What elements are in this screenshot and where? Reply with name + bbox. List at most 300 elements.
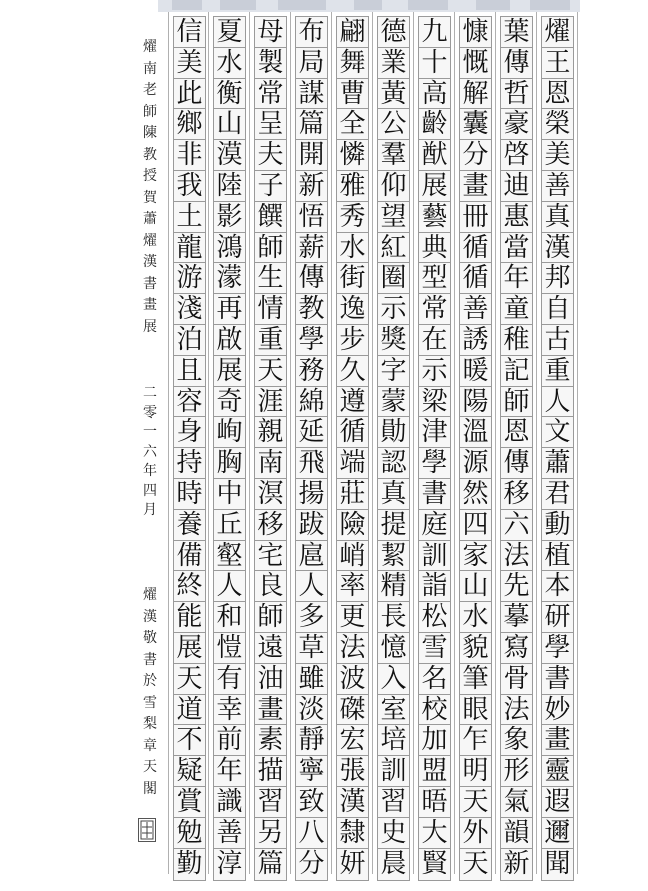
poem-character: 幸: [213, 694, 246, 727]
poem-character: 王: [541, 47, 574, 80]
inscription-character: 漢: [143, 608, 157, 625]
poem-character: 冊: [459, 201, 492, 234]
poem-character: 象: [500, 724, 533, 757]
poem-column: [332, 12, 373, 879]
poem-character: 訓: [418, 540, 451, 573]
poem-character: 雖: [295, 663, 328, 696]
poem-character: 在: [418, 324, 451, 357]
poem-character: 入: [377, 663, 410, 696]
poem-character: 溟: [254, 478, 287, 511]
poem-character: 傳: [500, 47, 533, 80]
poem-character: 濛: [213, 262, 246, 295]
poem-character: 學: [541, 632, 574, 665]
poem-character: 此: [173, 78, 206, 111]
poem-character: 遵: [336, 386, 369, 419]
poem-character: 信: [173, 16, 206, 49]
poem-character: 有: [213, 663, 246, 696]
poem-column: [414, 12, 455, 879]
poem-character: 游: [173, 262, 206, 295]
poem-character: 美: [541, 139, 574, 172]
poem-character: 黃: [377, 78, 410, 111]
poem-character: 秀: [336, 201, 369, 234]
poem-character: 夏: [213, 16, 246, 49]
poem-character: 子: [254, 170, 287, 203]
poem-character: 乍: [459, 724, 492, 757]
poem-character: 更: [336, 601, 369, 634]
poem-character: 君: [541, 478, 574, 511]
poem-character: 燿: [541, 16, 574, 49]
poem-character: 羣: [377, 139, 410, 172]
poem-character: 晨: [377, 848, 410, 881]
poem-character: 長: [377, 601, 410, 634]
poem-character: 公: [377, 108, 410, 141]
poem-grid: [168, 12, 578, 879]
poem-character: 精: [377, 570, 410, 603]
inscription-character: 老: [143, 82, 157, 98]
poem-character: 賞: [173, 786, 206, 819]
poem-character: 胸: [213, 447, 246, 480]
poem-character: 八: [295, 817, 328, 850]
poem-character: 淡: [295, 694, 328, 727]
poem-column: [537, 12, 578, 879]
inscription-character: 閣: [143, 780, 157, 797]
poem-character: 邇: [541, 817, 574, 850]
poem-character: 致: [295, 786, 328, 819]
poem-character: 磔: [336, 694, 369, 727]
inscription-character: 展: [143, 318, 157, 335]
poem-character: 時: [173, 478, 206, 511]
poem-character: 舞: [336, 47, 369, 80]
inscription-character: 蕭: [143, 211, 157, 227]
poem-column: [250, 12, 291, 879]
poem-character: 六: [500, 509, 533, 542]
poem-character: 生: [254, 262, 287, 295]
poem-character: 藝: [418, 201, 451, 234]
poem-character: 眼: [459, 694, 492, 727]
poem-character: 四: [459, 509, 492, 542]
poem-character: 雪: [418, 632, 451, 665]
inscription-character: 賀: [143, 189, 157, 206]
inscription-character: 燿: [143, 39, 157, 55]
poem-character: 文: [541, 416, 574, 449]
poem-character: 圈: [377, 262, 410, 295]
poem-character: 身: [173, 416, 206, 449]
inscription-character: 二: [143, 385, 157, 401]
poem-character: 習: [254, 786, 287, 819]
poem-character: 另: [254, 817, 287, 850]
poem-character: 邦: [541, 262, 574, 295]
poem-character: 氣: [500, 786, 533, 819]
poem-character: 篇: [254, 848, 287, 881]
inscription-character: 年: [143, 463, 157, 479]
poem-character: 史: [377, 817, 410, 850]
poem-character: 當: [500, 232, 533, 265]
poem-character: 慷: [459, 16, 492, 49]
poem-character: 險: [336, 509, 369, 542]
inscription-character: 月: [143, 502, 157, 518]
poem-character: 壑: [213, 540, 246, 573]
poem-character: 奇: [213, 386, 246, 419]
poem-character: 善: [541, 170, 574, 203]
poem-character: 素: [254, 724, 287, 757]
poem-character: 開: [295, 139, 328, 172]
poem-character: 典: [418, 232, 451, 265]
poem-character: 備: [173, 540, 206, 573]
poem-character: 詣: [418, 570, 451, 603]
poem-character: 跋: [295, 509, 328, 542]
poem-character: 陽: [459, 386, 492, 419]
poem-character: 翩: [336, 16, 369, 49]
poem-character: 循: [459, 232, 492, 265]
poem-character: 業: [377, 47, 410, 80]
poem-character: 靈: [541, 755, 574, 788]
poem-character: 天: [173, 663, 206, 696]
inscription-character: 章: [143, 737, 157, 754]
inscription-character: 書: [143, 651, 157, 668]
poem-character: 展: [173, 632, 206, 665]
poem-character: 哲: [500, 78, 533, 111]
poem-character: 衡: [213, 78, 246, 111]
poem-character: 童: [500, 293, 533, 326]
poem-character: 南: [254, 447, 287, 480]
poem-character: 教: [295, 293, 328, 326]
poem-character: 外: [459, 817, 492, 850]
poem-character: 製: [254, 47, 287, 80]
poem-character: 十: [418, 47, 451, 80]
poem-character: 示: [418, 355, 451, 388]
poem-character: 容: [173, 386, 206, 419]
poem-character: 波: [336, 663, 369, 696]
poem-character: 陸: [213, 170, 246, 203]
poem-character: 綿: [295, 386, 328, 419]
poem-character: 移: [500, 478, 533, 511]
poem-character: 油: [254, 663, 287, 696]
poem-character: 誘: [459, 324, 492, 357]
poem-character: 水: [459, 601, 492, 634]
poem-character: 家: [459, 540, 492, 573]
poem-character: 盟: [418, 755, 451, 788]
poem-character: 再: [213, 293, 246, 326]
poem-column: [291, 12, 332, 879]
poem-character: 晤: [418, 786, 451, 819]
poem-character: 飛: [295, 447, 328, 480]
poem-character: 山: [459, 570, 492, 603]
poem-character: 妍: [336, 848, 369, 881]
poem-character: 絜: [377, 540, 410, 573]
poem-character: 峋: [213, 416, 246, 449]
poem-character: 遠: [254, 632, 287, 665]
poem-character: 惠: [500, 201, 533, 234]
poem-character: 張: [336, 755, 369, 788]
poem-character: 揚: [295, 478, 328, 511]
poem-character: 字: [377, 355, 410, 388]
inscription-character: 書: [143, 275, 157, 292]
poem-character: 提: [377, 509, 410, 542]
poem-character: 明: [459, 755, 492, 788]
poem-character: 峭: [336, 540, 369, 573]
poem-character: 雅: [336, 170, 369, 203]
inscription-character: 教: [143, 146, 157, 163]
poem-character: 解: [459, 78, 492, 111]
inscription-character: 敬: [143, 630, 157, 646]
poem-character: 摹: [500, 601, 533, 634]
poem-character: 望: [377, 201, 410, 234]
poem-character: 骨: [500, 663, 533, 696]
poem-character: 道: [173, 694, 206, 727]
poem-character: 展: [213, 355, 246, 388]
poem-character: 獎: [377, 324, 410, 357]
poem-character: 畫: [254, 694, 287, 727]
poem-character: 養: [173, 509, 206, 542]
poem-character: 認: [377, 447, 410, 480]
poem-character: 恩: [541, 78, 574, 111]
poem-character: 土: [173, 201, 206, 234]
inscription-character: 天: [143, 759, 157, 775]
poem-character: 篇: [295, 108, 328, 141]
poem-character: 寫: [500, 632, 533, 665]
poem-character: 稚: [500, 324, 533, 357]
poem-character: 莊: [336, 478, 369, 511]
poem-character: 宏: [336, 724, 369, 757]
poem-character: 研: [541, 601, 574, 634]
poem-character: 書: [541, 663, 574, 696]
poem-character: 學: [295, 324, 328, 357]
poem-character: 畫: [541, 724, 574, 757]
poem-character: 形: [500, 755, 533, 788]
poem-character: 賢: [418, 848, 451, 881]
poem-character: 隸: [336, 817, 369, 850]
poem-character: 蒙: [377, 386, 410, 419]
poem-character: 人: [295, 570, 328, 603]
inscription-character: 陳: [143, 125, 157, 141]
poem-character: 局: [295, 47, 328, 80]
poem-character: 法: [500, 694, 533, 727]
poem-character: 水: [213, 47, 246, 80]
poem-character: 法: [336, 632, 369, 665]
poem-character: 多: [295, 601, 328, 634]
scan-top-band: [158, 0, 580, 12]
poem-character: 訓: [377, 755, 410, 788]
poem-character: 循: [459, 262, 492, 295]
poem-character: 習: [377, 786, 410, 819]
poem-character: 紅: [377, 232, 410, 265]
poem-character: 九: [418, 16, 451, 49]
poem-character: 漠: [213, 139, 246, 172]
poem-character: 溫: [459, 416, 492, 449]
poem-character: 愷: [213, 632, 246, 665]
poem-character: 傳: [295, 262, 328, 295]
poem-character: 呈: [254, 108, 287, 141]
poem-character: 動: [541, 509, 574, 542]
poem-character: 影: [213, 201, 246, 234]
poem-character: 法: [500, 540, 533, 573]
poem-character: 梁: [418, 386, 451, 419]
poem-character: 聞: [541, 848, 574, 881]
poem-character: 淳: [213, 848, 246, 881]
poem-character: 勉: [173, 817, 206, 850]
poem-character: 丘: [213, 509, 246, 542]
poem-character: 蕭: [541, 447, 574, 480]
poem-character: 書: [418, 478, 451, 511]
poem-character: 移: [254, 509, 287, 542]
poem-character: 和: [213, 601, 246, 634]
poem-character: 美: [173, 47, 206, 80]
poem-character: 泊: [173, 324, 206, 357]
poem-character: 饌: [254, 201, 287, 234]
poem-character: 漢: [336, 786, 369, 819]
poem-character: 天: [254, 355, 287, 388]
poem-character: 真: [541, 201, 574, 234]
poem-character: 迪: [500, 170, 533, 203]
poem-column: [168, 12, 209, 879]
poem-character: 津: [418, 416, 451, 449]
poem-character: 漢: [541, 232, 574, 265]
poem-character: 學: [418, 447, 451, 480]
poem-character: 非: [173, 139, 206, 172]
poem-character: 草: [295, 632, 328, 665]
poem-character: 務: [295, 355, 328, 388]
poem-character: 善: [213, 817, 246, 850]
poem-character: 情: [254, 293, 287, 326]
poem-character: 善: [459, 293, 492, 326]
inscription-character: 燿: [143, 587, 157, 603]
poem-character: 常: [254, 78, 287, 111]
poem-character: 慨: [459, 47, 492, 80]
poem-character: 名: [418, 663, 451, 696]
poem-character: 我: [173, 170, 206, 203]
inscription-character: 漢: [143, 254, 157, 270]
inscription-column: [140, 38, 160, 808]
poem-character: 庭: [418, 509, 451, 542]
poem-character: 能: [173, 601, 206, 634]
poem-character: 囊: [459, 108, 492, 141]
poem-character: 示: [377, 293, 410, 326]
inscription-character: 雪: [143, 694, 157, 711]
poem-character: 端: [336, 447, 369, 480]
poem-character: 先: [500, 570, 533, 603]
poem-character: 貌: [459, 632, 492, 665]
poem-character: 母: [254, 16, 287, 49]
poem-character: 植: [541, 540, 574, 573]
poem-character: 天: [459, 848, 492, 881]
poem-character: 重: [541, 355, 574, 388]
poem-character: 終: [173, 570, 206, 603]
poem-character: 謀: [295, 78, 328, 111]
poem-character: 暖: [459, 355, 492, 388]
poem-character: 步: [336, 324, 369, 357]
poem-character: 全: [336, 108, 369, 141]
poem-character: 松: [418, 601, 451, 634]
poem-character: 街: [336, 262, 369, 295]
poem-character: 勤: [173, 848, 206, 881]
poem-character: 齡: [418, 108, 451, 141]
poem-character: 扈: [295, 540, 328, 573]
poem-character: 夫: [254, 139, 287, 172]
poem-character: 重: [254, 324, 287, 357]
poem-character: 自: [541, 293, 574, 326]
poem-character: 啓: [500, 139, 533, 172]
poem-character: 仰: [377, 170, 410, 203]
poem-character: 培: [377, 724, 410, 757]
poem-column: [496, 12, 537, 879]
poem-character: 鴻: [213, 232, 246, 265]
poem-character: 親: [254, 416, 287, 449]
poem-column: [209, 12, 250, 879]
poem-character: 校: [418, 694, 451, 727]
poem-character: 靜: [295, 724, 328, 757]
poem-character: 識: [213, 786, 246, 819]
poem-column: [373, 12, 414, 879]
poem-character: 率: [336, 570, 369, 603]
poem-character: 師: [254, 232, 287, 265]
poem-character: 鄉: [173, 108, 206, 141]
poem-character: 榮: [541, 108, 574, 141]
poem-character: 常: [418, 293, 451, 326]
poem-character: 然: [459, 478, 492, 511]
inscription-character: 師: [143, 103, 157, 120]
seal-icon: [140, 820, 154, 840]
poem-character: 水: [336, 232, 369, 265]
poem-character: 啟: [213, 324, 246, 357]
poem-character: 傳: [500, 447, 533, 480]
poem-character: 記: [500, 355, 533, 388]
poem-character: 循: [336, 416, 369, 449]
poem-character: 年: [213, 755, 246, 788]
poem-character: 分: [295, 848, 328, 881]
poem-character: 韻: [500, 817, 533, 850]
inscription-character: 南: [143, 60, 157, 77]
poem-character: 新: [500, 848, 533, 881]
poem-character: 古: [541, 324, 574, 357]
poem-character: 涯: [254, 386, 287, 419]
poem-character: 布: [295, 16, 328, 49]
poem-character: 猷: [418, 139, 451, 172]
poem-character: 恩: [500, 416, 533, 449]
poem-character: 曹: [336, 78, 369, 111]
poem-character: 年: [500, 262, 533, 295]
poem-character: 新: [295, 170, 328, 203]
poem-character: 憶: [377, 632, 410, 665]
poem-character: 中: [213, 478, 246, 511]
poem-character: 不: [173, 724, 206, 757]
poem-character: 遐: [541, 786, 574, 819]
poem-character: 筆: [459, 663, 492, 696]
poem-character: 室: [377, 694, 410, 727]
inscription-character: 四: [143, 482, 157, 499]
poem-character: 天: [459, 786, 492, 819]
poem-character: 師: [500, 386, 533, 419]
poem-character: 久: [336, 355, 369, 388]
poem-character: 悟: [295, 201, 328, 234]
poem-column: [455, 12, 496, 879]
seal-stamp: [138, 818, 156, 842]
poem-character: 源: [459, 447, 492, 480]
poem-character: 人: [213, 570, 246, 603]
inscription-character: 零: [143, 404, 157, 421]
poem-character: 良: [254, 570, 287, 603]
poem-character: 疑: [173, 755, 206, 788]
poem-character: 分: [459, 139, 492, 172]
poem-character: 宅: [254, 540, 287, 573]
poem-character: 逸: [336, 293, 369, 326]
poem-character: 延: [295, 416, 328, 449]
inscription-character: 授: [143, 168, 157, 184]
poem-character: 淺: [173, 293, 206, 326]
inscription-character: 燿: [143, 232, 157, 249]
poem-character: 描: [254, 755, 287, 788]
poem-character: 龍: [173, 232, 206, 265]
poem-character: 型: [418, 262, 451, 295]
